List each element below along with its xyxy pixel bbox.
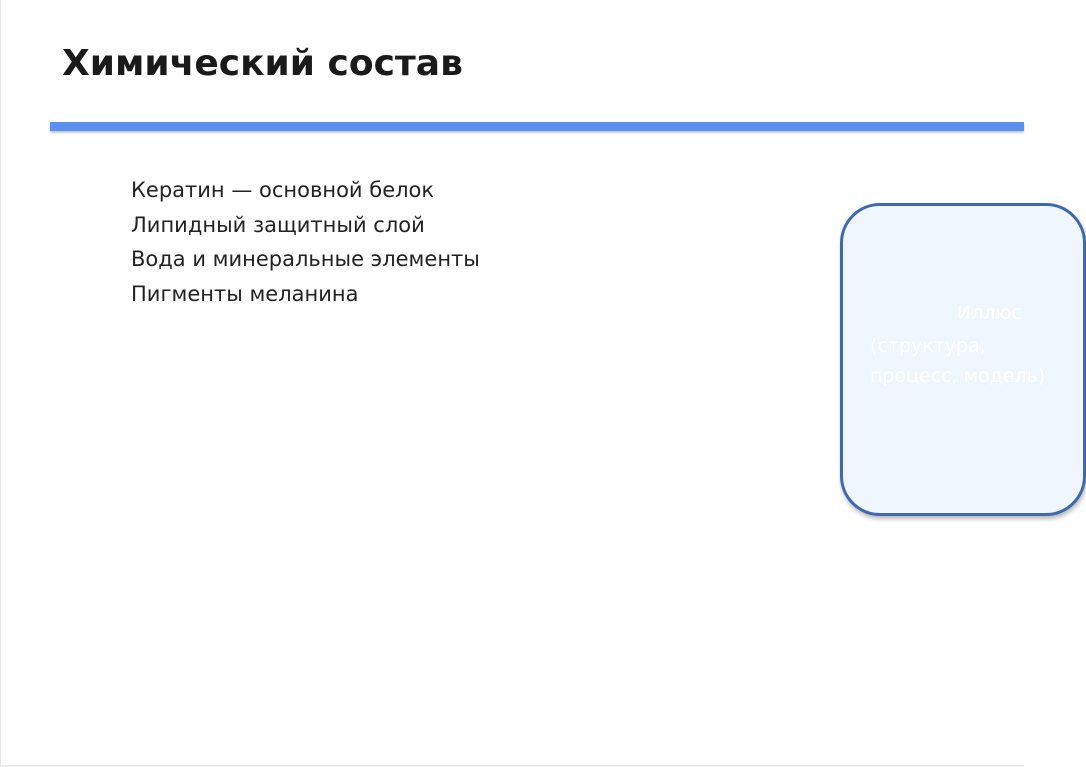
illustration-heading: Иллюс (957, 302, 1022, 324)
bullet-item-water-minerals: Вода и минеральные элементы (131, 247, 480, 271)
illustration-placeholder (840, 203, 1086, 516)
bullet-item-lipid-layer: Липидный защитный слой (131, 212, 425, 237)
title-underline (50, 122, 1024, 131)
bullet-item-melanin: Пигменты меланина (131, 281, 359, 306)
bullet-list (131, 173, 480, 311)
slide-border-left (0, 0, 1, 767)
slide-title: Химический состав (62, 43, 463, 84)
illustration-caption: (структура, процесс, модель) (870, 335, 1046, 387)
bullet-item-keratin: Кератин — основной белок (131, 178, 435, 202)
